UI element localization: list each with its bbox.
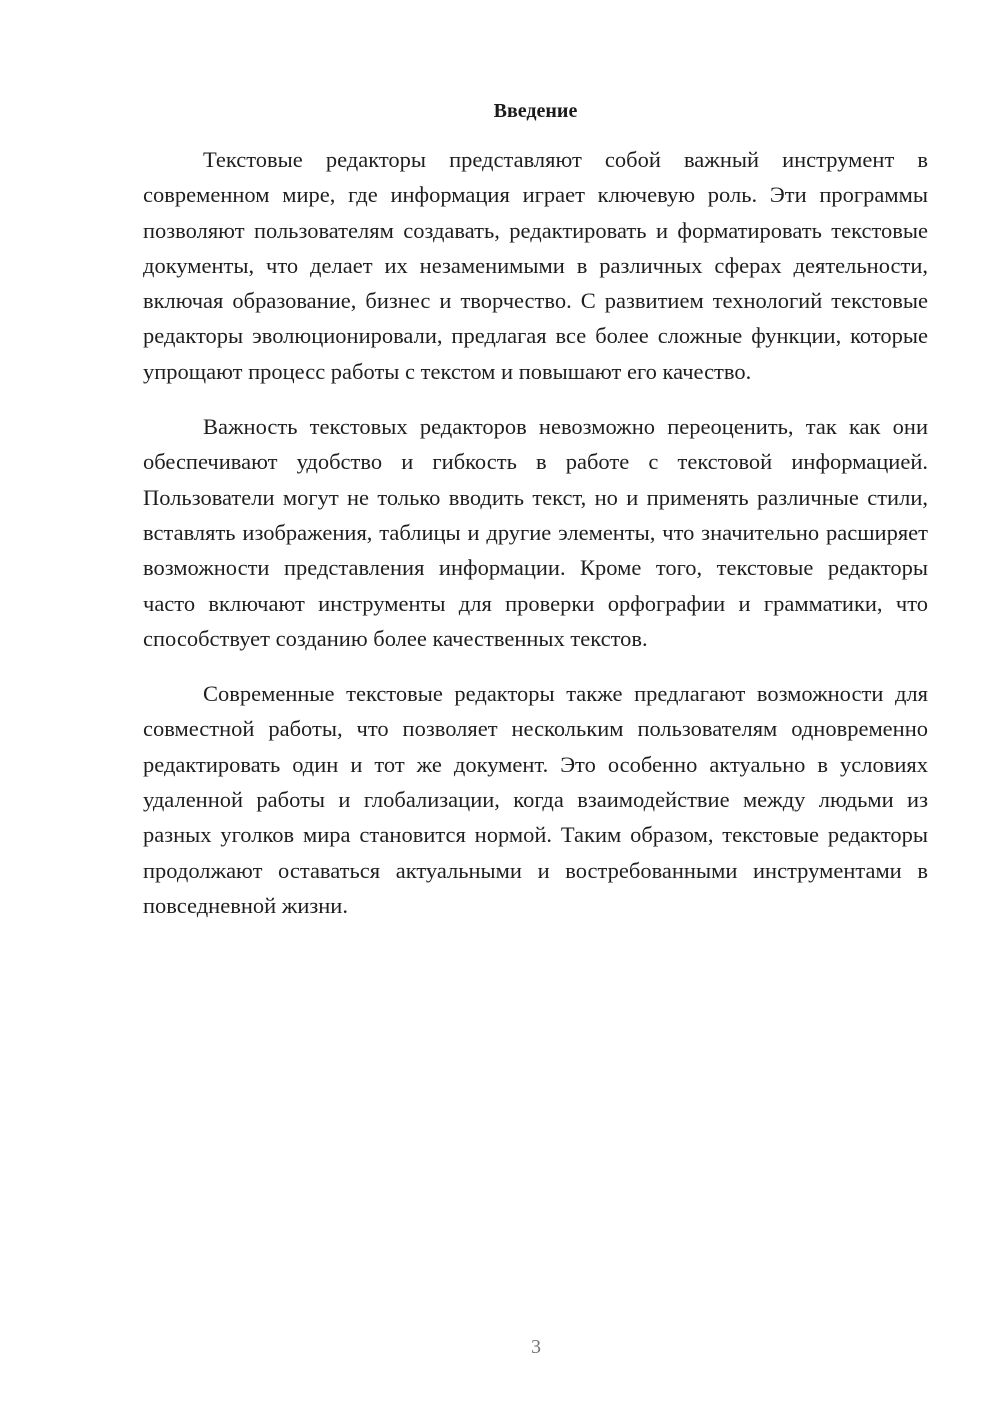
paragraph-3: Современные текстовые редакторы также предлагают возможности для совместной работы, что позволяет нескольким пользователям одновременно редактировать один и тот же документ. Это особенно актуально в условиях удаленной работы и глобализации, когда взаимодействие между людьми из разных уголков мира становится нормой. Таким образом, текстовые редакторы продолжают оставаться актуальными и востребованными инструментами в повседневной жизни. <box>143 681 928 918</box>
paragraph-2: Важность текстовых редакторов невозможно переоценить, так как они обеспечивают удобство и гибкость в работе с текстовой информацией. Пользователи могут не только вводить текст, но и применять различные стили, вставлять изображения, таблицы и другие элементы, что значительно расширяет возможности представления информации. Кроме того, текстовые редакторы часто включают инструменты для проверки орфографии и грамматики, что способствует созданию более качественных текстов. <box>143 414 928 651</box>
body-text <box>143 142 928 943</box>
page-number: 3 <box>531 1336 541 1358</box>
paragraph-1: Текстовые редакторы представляют собой важный инструмент в современном мире, где информация играет ключевую роль. Эти программы позволяют пользователям создавать, редактировать и форматировать текстовые документы, что делает их незаменимыми в различных сферах деятельности, включая образование, бизнес и творчество. С развитием технологий текстовые редакторы эволюционировали, предлагая все более сложные функции, которые упрощают процесс работы с текстом и повышают его качество. <box>143 147 928 384</box>
section-heading: Введение <box>493 100 578 122</box>
